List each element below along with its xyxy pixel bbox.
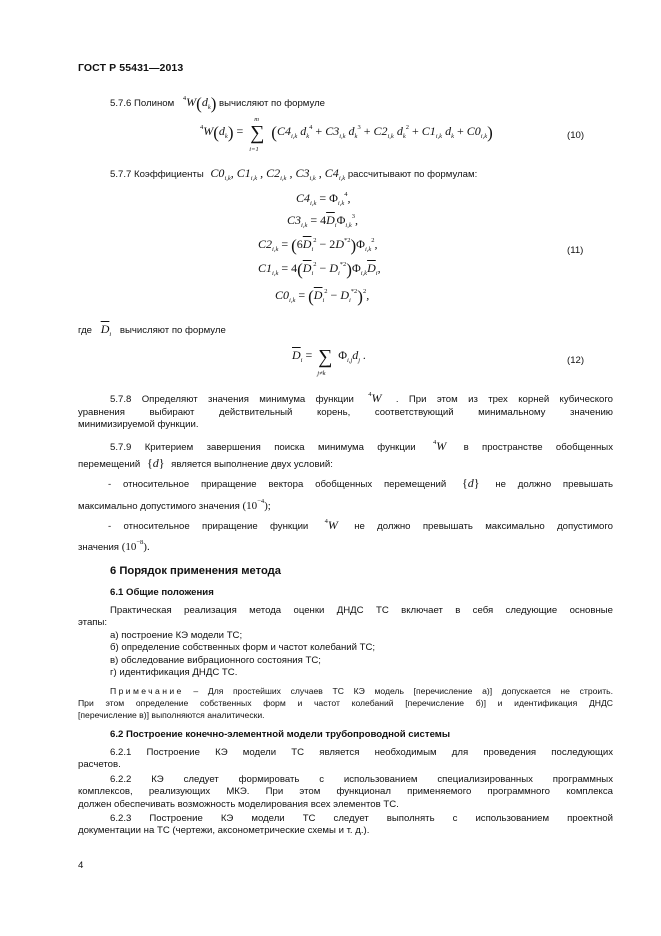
- function-4w-inline-3: $^4$W: [324, 518, 338, 532]
- para-577-line: [110, 167, 477, 185]
- equation-number-11: (11): [567, 245, 584, 256]
- para-622-line-1: 6.2.2 КЭ следует формировать с использованием специализированных программных: [110, 774, 613, 785]
- para-579-l2b: является выполнение двух условий:: [171, 459, 333, 470]
- dbar-intro-line: [78, 323, 226, 341]
- section-6-title: 6 Порядок применения метода: [110, 565, 281, 577]
- equation-11-line-3: $C2_{i,k} = (6\overline{D}_i^2 - 2D^{*2})\Phi_{i,k}^2$,: [258, 236, 378, 255]
- para-576-tail: вычисляют по формуле: [219, 98, 326, 109]
- list-item: в) обследование вибрационного состояния ТС;: [110, 655, 321, 666]
- para-578-line-3: минимизируемой функции.: [78, 419, 199, 430]
- para-576-line: [110, 93, 325, 114]
- coefficients-inline: $C0_{i,k}$, $C1_{i,k}$ , $C2_{i,k}$ , $C3_{i,k}$ , $C4_{i,k}$: [210, 166, 346, 182]
- para-621-line-1: 6.2.1 Построение КЭ модели ТС является необходимым для проведения последующих: [110, 747, 613, 758]
- dbar-tail: вычисляют по формуле: [119, 325, 226, 336]
- condition-2-line-2: [78, 537, 150, 554]
- para-6-1-line-1: Практическая реализация метода оценки ДНДС ТС включает в себя следующие основные: [110, 605, 613, 616]
- para-577-intro: 5.7.7 Коэффициенты: [110, 169, 204, 180]
- section-6-1-title: 6.1 Общие положения: [110, 587, 214, 598]
- equation-12: $\overline{D}_i$ = ∑ j≠k $\Phi_{i,j}d_j$ .: [292, 346, 367, 377]
- equation-11-line-5: $C0_{i,k} = (\overline{D}_i^2 - D_i^{*2})^2$,: [275, 287, 370, 306]
- para-576-intro: 5.7.6 Полином: [110, 98, 175, 109]
- condition-1-a: - относительное приращение вектора обобщенных перемещений: [108, 479, 447, 490]
- equation-11-line-2: $C3_{i,k} = 4\overline{D}_i\Phi_{i,k}^3$,: [287, 213, 358, 229]
- para-6-1-line-2: этапы:: [78, 617, 108, 628]
- para-621-line-2: расчетов.: [78, 759, 121, 770]
- polynomial-inline: $^4W(d_k)$: [182, 94, 217, 113]
- section-6-2-title: 6.2 Построение конечно-элементной модели трубопроводной системы: [110, 729, 451, 740]
- equation-11-line-4: $C1_{i,k} = 4(\overline{D}_i^2 - D_i^{*2})\Phi_{i,k}\overline{D}_i$,: [258, 260, 381, 279]
- list-item: а) построение КЭ модели ТС;: [110, 630, 243, 641]
- para-577-tail: рассчитывают по формулам:: [347, 169, 478, 180]
- para-578-l1: 5.7.8 Определяют значения минимума функции: [110, 394, 354, 405]
- note-label: Примечание: [110, 686, 184, 696]
- condition-2-line-1: [78, 516, 613, 533]
- para-579-line-1: [78, 437, 613, 454]
- condition-2-b: не должно превышать максимально допустимого: [354, 521, 614, 532]
- para-579-l1b: в пространстве обобщенных: [463, 442, 613, 453]
- condition-1-line-1: [78, 477, 613, 491]
- note-line-3: [перечисление в)] выполняются аналитически.: [78, 710, 265, 720]
- list-item: б) определение собственных форм и частот колебаний ТС;: [110, 642, 376, 653]
- standard-header: ГОСТ Р 55431—2013: [78, 62, 184, 74]
- condition-2-a: - относительное приращение функции: [108, 521, 309, 532]
- equation-10: $^4W(d_k)$ = m ∑ i=1 ($C4_{i,k}$ $d_k^4 + C3_{i,k}$ $d_k^3 + C2_{i,k}$ $d_k^2 + C1_{i,k}$ $d_k + C0_{i,k}$): [200, 116, 493, 153]
- page-number: 4: [78, 860, 84, 871]
- para-623-line-2: документации на ТС (чертежи, аксонометрические схемы и т. д.).: [78, 825, 370, 836]
- threshold-1e-4: $(10^{-4})$;: [242, 498, 271, 512]
- para-579-l1: 5.7.9 Критерием завершения поиска минимума функции: [110, 442, 416, 453]
- function-4w-inline-1: $^4$W: [368, 391, 382, 405]
- condition-1-line-2: [78, 496, 271, 513]
- note-text-1: – Для простейших случаев ТС КЭ модель [перечисление а)] допускается не строить.: [193, 686, 613, 696]
- para-578-l1b: . При этом из трех корней кубического: [395, 394, 613, 405]
- equation-11-line-1: $C4_{i,k} = \Phi_{i,k}^4$,: [296, 191, 351, 207]
- note-line-2: При этом определение собственных форм и частот колебаний [перечисление б)] и идентификация ДНДС: [78, 698, 613, 708]
- list-item: г) идентификация ДНДС ТС.: [110, 667, 238, 678]
- para-578-line-1: [78, 389, 613, 406]
- dbar-where: где: [78, 325, 93, 336]
- condition-1-b: не должно превышать: [495, 479, 614, 490]
- equation-number-12: (12): [567, 355, 585, 366]
- para-578-line-2: уравнения выбирают действительный корень, соответствующий минимальному значению: [78, 407, 613, 418]
- para-579-line-2: [78, 457, 333, 471]
- note-line-1: [110, 686, 613, 697]
- condition-2-c: значения: [78, 542, 120, 553]
- equation-number-10: (10): [567, 130, 585, 141]
- para-579-l2: перемещений: [78, 459, 141, 470]
- dbar-inline: $\overline{D}_i$: [100, 322, 112, 338]
- vector-d-inline-2: {d}: [462, 476, 480, 490]
- function-4w-inline-2: $^4$W: [432, 439, 447, 453]
- condition-1-c: максимально допустимого значения: [78, 501, 240, 512]
- para-622-line-3: должен обеспечивать возможность моделирования всех элементов ТС.: [78, 799, 399, 810]
- para-623-line-1: 6.2.3 Построение КЭ модели ТС следует выполнять с использованием проектной: [110, 813, 613, 824]
- para-622-line-2: комплексов, реализующих МКЭ. При этом функционал применяемого программного комплекса: [78, 786, 613, 797]
- vector-d-inline-1: {d}: [146, 456, 165, 470]
- threshold-1e-8: $(10^{-8})$.: [121, 539, 150, 553]
